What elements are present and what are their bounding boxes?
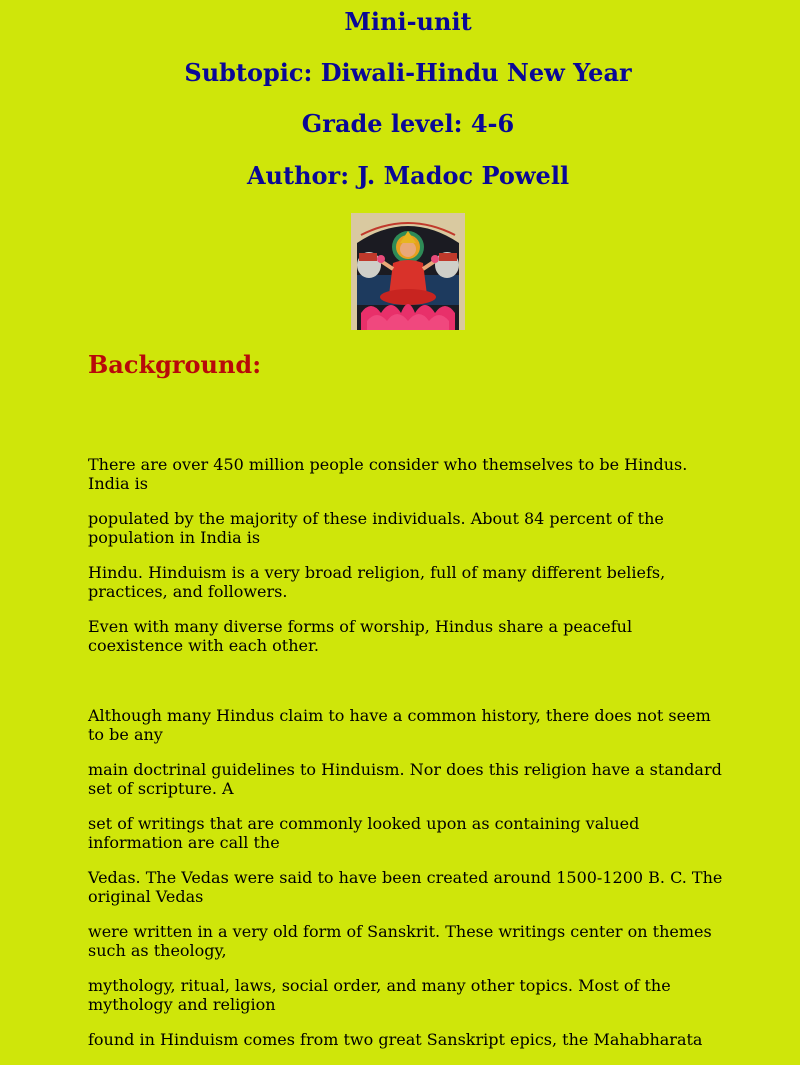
paragraph: main doctrinal guidelines to Hinduism. Nor does this religion have a standard set of scripture. A: [88, 760, 722, 798]
blank-paragraph: [88, 671, 728, 690]
paragraph: were written in a very old form of Sanskrit. These writings center on themes such as theology,: [88, 922, 712, 960]
paragraph: Although many Hindus claim to have a common history, there does not seem to be any: [88, 706, 711, 744]
paragraph: populated by the majority of these individuals. About 84 percent of the population in India is: [88, 509, 664, 547]
lakshmi-image: [351, 213, 465, 330]
paragraph: mythology, ritual, laws, social order, and many other topics. Most of the mythology and religion: [88, 976, 671, 1014]
paragraph: Vedas. The Vedas were said to have been created around 1500-1200 B. C. The original Vedas: [88, 868, 723, 906]
author-heading: Author: J. Madoc Powell: [246, 161, 570, 190]
subtopic-heading: Subtopic: Diwali-Hindu New Year: [184, 58, 632, 87]
paragraph: set of writings that are commonly looked upon as containing valued information are call the: [88, 814, 640, 852]
background-section: [88, 350, 728, 1065]
paragraph: Even with many diverse forms of worship, Hindus share a peaceful coexistence with each other.: [88, 617, 633, 655]
paragraph: Hindu. Hinduism is a very broad religion, full of many different beliefs, practices, and followers.: [88, 563, 666, 601]
grade-level-heading: Grade level: 4-6: [301, 109, 515, 138]
paragraph: found in Hinduism comes from two great Sanskript epics, the Mahabharata: [88, 1030, 703, 1049]
background-heading: Background:: [88, 350, 262, 379]
heading-spacer: [88, 380, 728, 455]
page-title: Mini-unit: [344, 7, 472, 36]
paragraph: There are over 450 million people consider who themselves to be Hindus. India is: [88, 455, 688, 493]
